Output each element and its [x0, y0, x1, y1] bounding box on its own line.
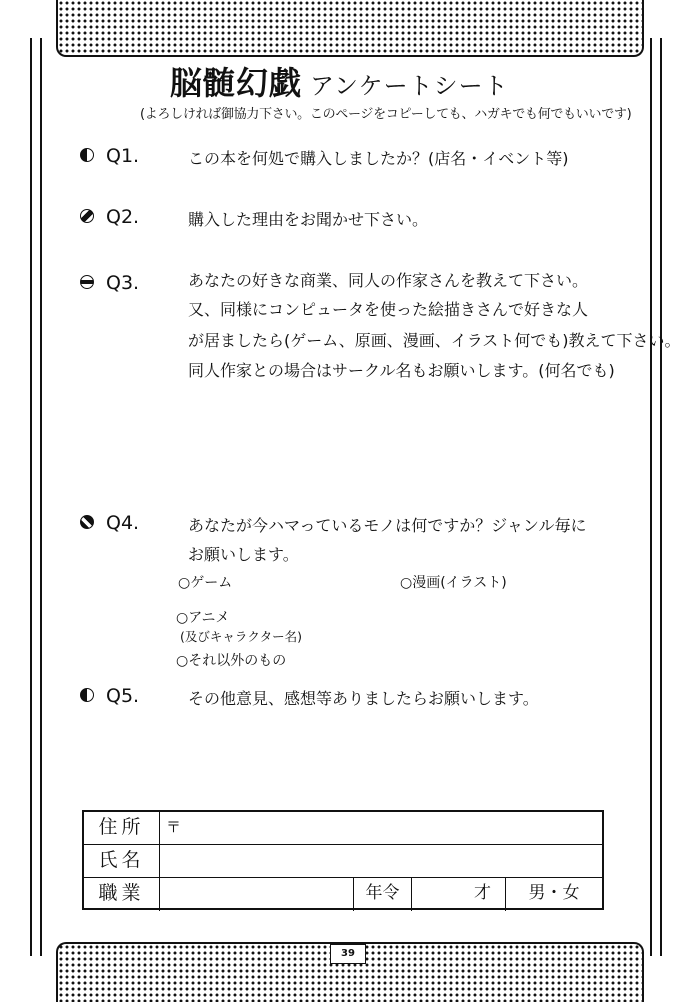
job-row [84, 878, 602, 911]
question-text: その他意見、感想等ありましたらお願いします。 [188, 689, 539, 708]
question-text: この本を何処で購入しましたか？(店名・イベント等) [188, 149, 569, 168]
address-field[interactable]: 〒 [166, 818, 182, 836]
request-note: (よろしければ御協力下さい。このページをコピーしても、ハガキでも何でもいいです) [140, 107, 632, 122]
question-text-line-3: が居ましたら(ゲーム、原画、漫画、イラスト何でも)教えて下さい。 [188, 331, 681, 350]
title-sub: アンケートシート [310, 72, 509, 100]
name-field[interactable] [160, 845, 602, 877]
contact-form [82, 810, 604, 910]
question-text-line-2: お願いします。 [188, 545, 299, 564]
address-row [84, 812, 602, 845]
top-dotted-border [56, 0, 644, 57]
page-title [170, 58, 570, 104]
age-label: 年令 [354, 878, 412, 911]
question-number: Q2. [106, 206, 140, 228]
option-other: ○それ以外のもの [176, 653, 287, 669]
question-text-line-4: 同人作家との場合はサークル名もお願いします。(何名でも) [188, 361, 615, 380]
age-field[interactable] [412, 878, 506, 911]
page-number: 39 [330, 944, 366, 964]
option-anime: ○アニメ [176, 610, 230, 626]
job-label: 職業 [84, 878, 160, 911]
question-text: 購入した理由をお聞かせ下さい。 [188, 210, 429, 229]
question-text-line-2: 又、同様にコンピュータを使った絵描きさんで好きな人 [188, 300, 589, 319]
age-unit: 才 [474, 883, 491, 903]
left-frame-line-inner [40, 38, 42, 956]
job-field[interactable] [160, 878, 354, 911]
question-number: Q1. [106, 145, 140, 167]
half-filled-circle-icon [80, 688, 94, 702]
question-text-line-1: あなたが今ハマっているモノは何ですか？ジャンル毎に [188, 516, 587, 535]
left-frame-line-outer [30, 38, 32, 956]
name-label: 氏名 [84, 845, 160, 877]
option-anime-note: (及びキャラクター名) [180, 629, 303, 644]
title-main: 脳髄幻戯 [170, 64, 303, 102]
question-text-line-1: あなたの好きな商業、同人の作家さんを教えて下さい。 [188, 271, 589, 290]
right-frame-line-outer [660, 38, 662, 956]
horizontal-band-circle-icon [80, 275, 94, 289]
diagonal-circle-icon [80, 209, 94, 223]
option-game: ○ゲーム [178, 575, 233, 591]
name-row [84, 845, 602, 878]
sex-field[interactable]: 男・女 [528, 883, 580, 903]
half-filled-circle-icon [80, 148, 94, 162]
address-label: 住所 [84, 812, 160, 844]
question-number: Q4. [106, 512, 140, 534]
question-number: Q3. [106, 272, 140, 294]
right-frame-line-inner [650, 38, 652, 956]
diagonal-circle-icon [80, 515, 94, 529]
option-manga: ○漫画(イラスト) [400, 575, 507, 591]
question-number: Q5. [106, 685, 140, 707]
